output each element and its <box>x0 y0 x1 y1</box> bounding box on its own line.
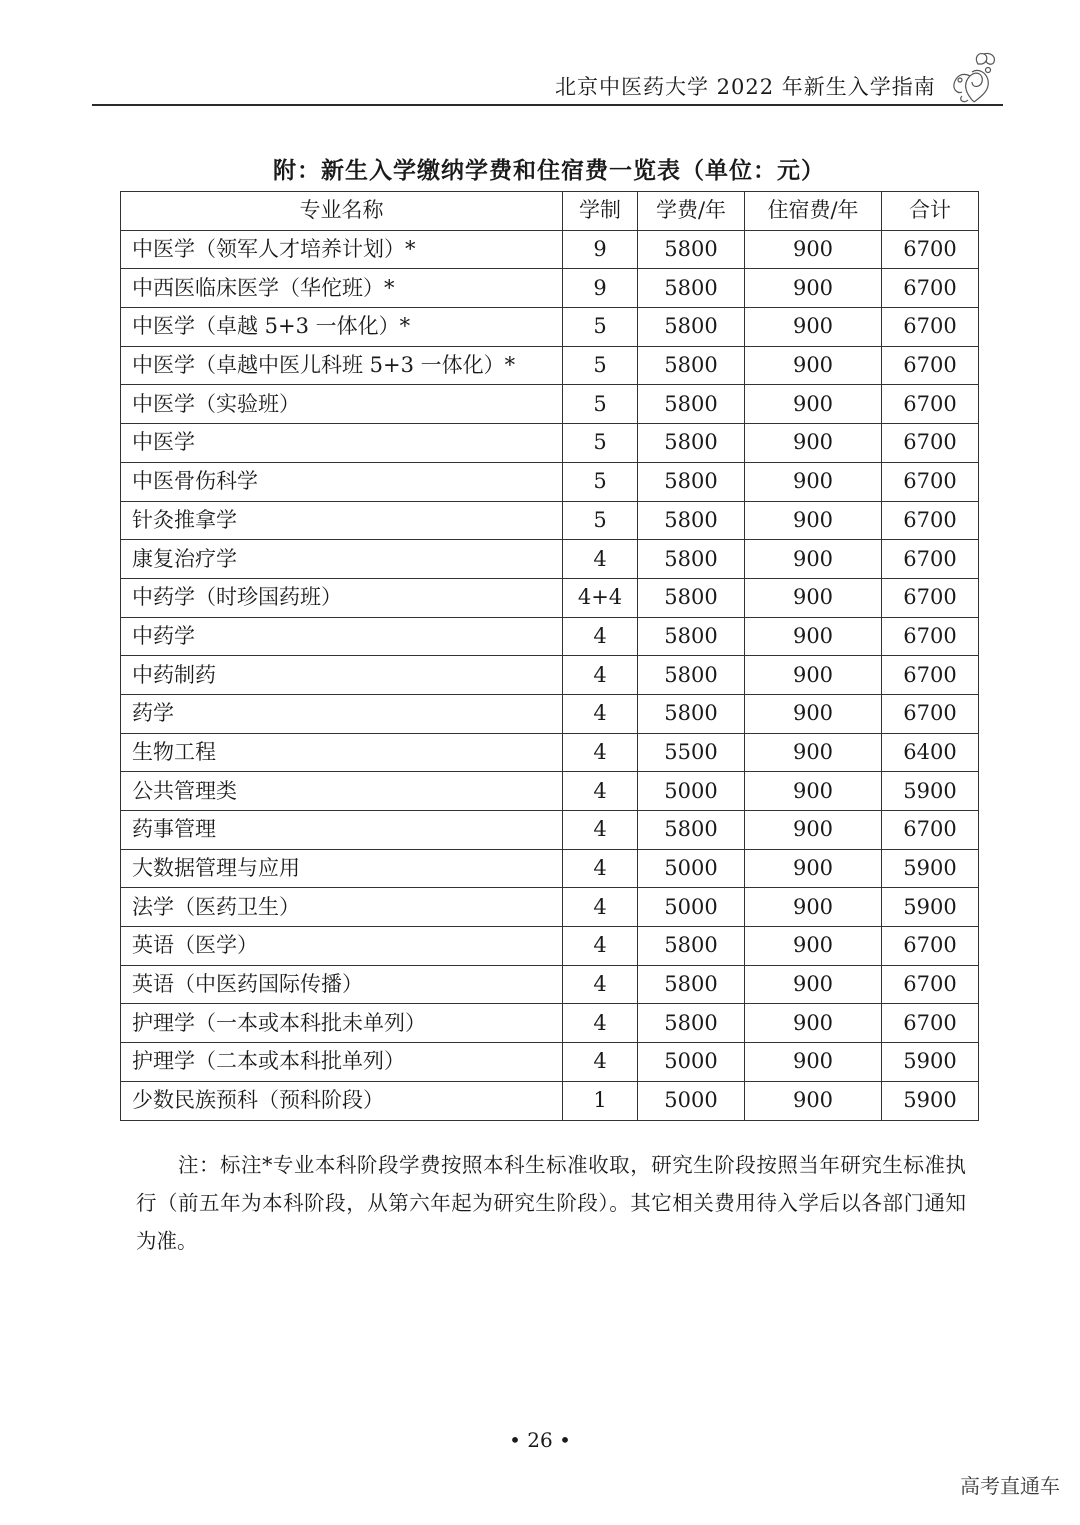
cell-duration: 4 <box>563 540 638 579</box>
cell-total: 5900 <box>882 772 979 811</box>
cell-tuition: 5000 <box>638 1081 745 1120</box>
cell-accommodation: 900 <box>745 772 882 811</box>
table-row <box>121 385 979 424</box>
cell-tuition: 5500 <box>638 733 745 772</box>
table-row <box>121 1081 979 1120</box>
table-row <box>121 927 979 966</box>
cell-total: 6700 <box>882 424 979 463</box>
cell-tuition: 5800 <box>638 694 745 733</box>
table-row <box>121 965 979 1004</box>
cell-major: 药学 <box>121 694 563 733</box>
table-row <box>121 656 979 695</box>
column-header-duration: 学制 <box>563 192 638 231</box>
cell-total: 6700 <box>882 1004 979 1043</box>
cell-duration: 4 <box>563 656 638 695</box>
cell-tuition: 5800 <box>638 424 745 463</box>
cell-accommodation: 900 <box>745 656 882 695</box>
cell-tuition: 5000 <box>638 849 745 888</box>
table-row <box>121 617 979 656</box>
cell-major: 针灸推拿学 <box>121 501 563 540</box>
cell-accommodation: 900 <box>745 269 882 308</box>
cell-duration: 4 <box>563 1004 638 1043</box>
cell-accommodation: 900 <box>745 540 882 579</box>
cell-accommodation: 900 <box>745 385 882 424</box>
cell-tuition: 5800 <box>638 501 745 540</box>
cell-tuition: 5800 <box>638 385 745 424</box>
fee-table <box>120 191 979 1121</box>
cell-duration: 5 <box>563 462 638 501</box>
table-row <box>121 269 979 308</box>
column-header-tuition: 学费/年 <box>638 192 745 231</box>
cell-total: 5900 <box>882 888 979 927</box>
cell-total: 5900 <box>882 849 979 888</box>
cell-duration: 9 <box>563 230 638 269</box>
cell-tuition: 5800 <box>638 346 745 385</box>
cell-total: 6700 <box>882 346 979 385</box>
table-row <box>121 230 979 269</box>
cell-major: 少数民族预科（预科阶段） <box>121 1081 563 1120</box>
table-row <box>121 733 979 772</box>
cell-accommodation: 900 <box>745 694 882 733</box>
header-rule <box>92 104 1003 106</box>
table-row <box>121 888 979 927</box>
table-row <box>121 540 979 579</box>
table-row <box>121 772 979 811</box>
cell-total: 6700 <box>882 269 979 308</box>
fee-table-body <box>121 230 979 1120</box>
cell-major: 大数据管理与应用 <box>121 849 563 888</box>
cell-duration: 5 <box>563 385 638 424</box>
table-row <box>121 811 979 850</box>
table-row <box>121 578 979 617</box>
cell-tuition: 5000 <box>638 888 745 927</box>
header-title: 北京中医药大学 2022 年新生入学指南 <box>555 75 936 99</box>
cell-major: 英语（中医药国际传播） <box>121 965 563 1004</box>
cell-duration: 4+4 <box>563 578 638 617</box>
cell-accommodation: 900 <box>745 1081 882 1120</box>
cell-duration: 5 <box>563 424 638 463</box>
cell-total: 6700 <box>882 965 979 1004</box>
cell-total: 6400 <box>882 733 979 772</box>
cell-major: 中医骨伤科学 <box>121 462 563 501</box>
cell-total: 6700 <box>882 656 979 695</box>
cell-duration: 4 <box>563 927 638 966</box>
cell-accommodation: 900 <box>745 617 882 656</box>
cell-tuition: 5800 <box>638 617 745 656</box>
cell-accommodation: 900 <box>745 462 882 501</box>
table-header-row <box>121 192 979 231</box>
cell-accommodation: 900 <box>745 1043 882 1082</box>
cell-duration: 5 <box>563 346 638 385</box>
cell-tuition: 5800 <box>638 656 745 695</box>
footnote: 注：标注*专业本科阶段学费按照本科生标准收取，研究生阶段按照当年研究生标准执行（前五年为本科阶段，从第六年起为研究生阶段）。其它相关费用待入学后以各部门通知为准。 <box>136 1153 966 1253</box>
cell-accommodation: 900 <box>745 1004 882 1043</box>
cell-duration: 5 <box>563 308 638 347</box>
document-title: 附：新生入学缴纳学费和住宿费一览表（单位：元） <box>273 158 825 184</box>
cell-total: 6700 <box>882 501 979 540</box>
cell-major: 中医学（实验班） <box>121 385 563 424</box>
cell-total: 6700 <box>882 578 979 617</box>
table-row <box>121 501 979 540</box>
table-row <box>121 346 979 385</box>
cell-major: 护理学（二本或本科批单列） <box>121 1043 563 1082</box>
column-header-accommodation: 住宿费/年 <box>745 192 882 231</box>
cell-tuition: 5000 <box>638 772 745 811</box>
cell-accommodation: 900 <box>745 346 882 385</box>
cell-major: 中医学（卓越中医儿科班 5+3 一体化）* <box>121 346 563 385</box>
cell-total: 5900 <box>882 1081 979 1120</box>
cell-major: 英语（医学） <box>121 927 563 966</box>
cell-major: 中医学 <box>121 424 563 463</box>
table-row <box>121 849 979 888</box>
cell-duration: 4 <box>563 617 638 656</box>
cell-major: 法学（医药卫生） <box>121 888 563 927</box>
cell-major: 中药制药 <box>121 656 563 695</box>
cell-accommodation: 900 <box>745 308 882 347</box>
cell-duration: 4 <box>563 733 638 772</box>
cell-tuition: 5800 <box>638 540 745 579</box>
cell-total: 6700 <box>882 308 979 347</box>
table-row <box>121 424 979 463</box>
cell-tuition: 5800 <box>638 1004 745 1043</box>
cell-accommodation: 900 <box>745 230 882 269</box>
cell-accommodation: 900 <box>745 733 882 772</box>
cell-accommodation: 900 <box>745 849 882 888</box>
cell-total: 6700 <box>882 617 979 656</box>
cell-duration: 4 <box>563 811 638 850</box>
column-header-total: 合计 <box>882 192 979 231</box>
cell-total: 6700 <box>882 811 979 850</box>
cell-tuition: 5800 <box>638 965 745 1004</box>
cell-tuition: 5800 <box>638 308 745 347</box>
cell-total: 5900 <box>882 1043 979 1082</box>
page-number: • 26 • <box>509 1428 571 1452</box>
cell-duration: 4 <box>563 772 638 811</box>
cell-accommodation: 900 <box>745 578 882 617</box>
cell-tuition: 5000 <box>638 1043 745 1082</box>
cell-tuition: 5800 <box>638 811 745 850</box>
cell-major: 中药学（时珍国药班） <box>121 578 563 617</box>
table-row <box>121 308 979 347</box>
cell-total: 6700 <box>882 540 979 579</box>
cell-major: 康复治疗学 <box>121 540 563 579</box>
cell-duration: 5 <box>563 501 638 540</box>
cell-accommodation: 900 <box>745 927 882 966</box>
table-row <box>121 1004 979 1043</box>
cell-accommodation: 900 <box>745 965 882 1004</box>
cell-total: 6700 <box>882 927 979 966</box>
column-header-major: 专业名称 <box>121 192 563 231</box>
cell-duration: 4 <box>563 888 638 927</box>
cell-accommodation: 900 <box>745 501 882 540</box>
cell-duration: 4 <box>563 694 638 733</box>
floral-ornament-icon <box>948 50 1000 106</box>
cell-major: 药事管理 <box>121 811 563 850</box>
cell-accommodation: 900 <box>745 888 882 927</box>
watermark: 高考直通车 <box>960 1474 1060 1498</box>
cell-major: 中医学（领军人才培养计划）* <box>121 230 563 269</box>
table-row <box>121 694 979 733</box>
cell-major: 护理学（一本或本科批未单列） <box>121 1004 563 1043</box>
cell-major: 中药学 <box>121 617 563 656</box>
cell-tuition: 5800 <box>638 927 745 966</box>
cell-tuition: 5800 <box>638 269 745 308</box>
table-row <box>121 1043 979 1082</box>
cell-accommodation: 900 <box>745 811 882 850</box>
cell-duration: 9 <box>563 269 638 308</box>
cell-tuition: 5800 <box>638 230 745 269</box>
cell-major: 中医学（卓越 5+3 一体化）* <box>121 308 563 347</box>
cell-total: 6700 <box>882 694 979 733</box>
cell-accommodation: 900 <box>745 424 882 463</box>
cell-duration: 4 <box>563 849 638 888</box>
cell-tuition: 5800 <box>638 578 745 617</box>
cell-major: 中西医临床医学（华佗班）* <box>121 269 563 308</box>
cell-total: 6700 <box>882 230 979 269</box>
cell-duration: 4 <box>563 1043 638 1082</box>
cell-tuition: 5800 <box>638 462 745 501</box>
table-row <box>121 462 979 501</box>
cell-duration: 4 <box>563 965 638 1004</box>
cell-major: 公共管理类 <box>121 772 563 811</box>
cell-duration: 1 <box>563 1081 638 1120</box>
cell-major: 生物工程 <box>121 733 563 772</box>
cell-total: 6700 <box>882 462 979 501</box>
cell-total: 6700 <box>882 385 979 424</box>
